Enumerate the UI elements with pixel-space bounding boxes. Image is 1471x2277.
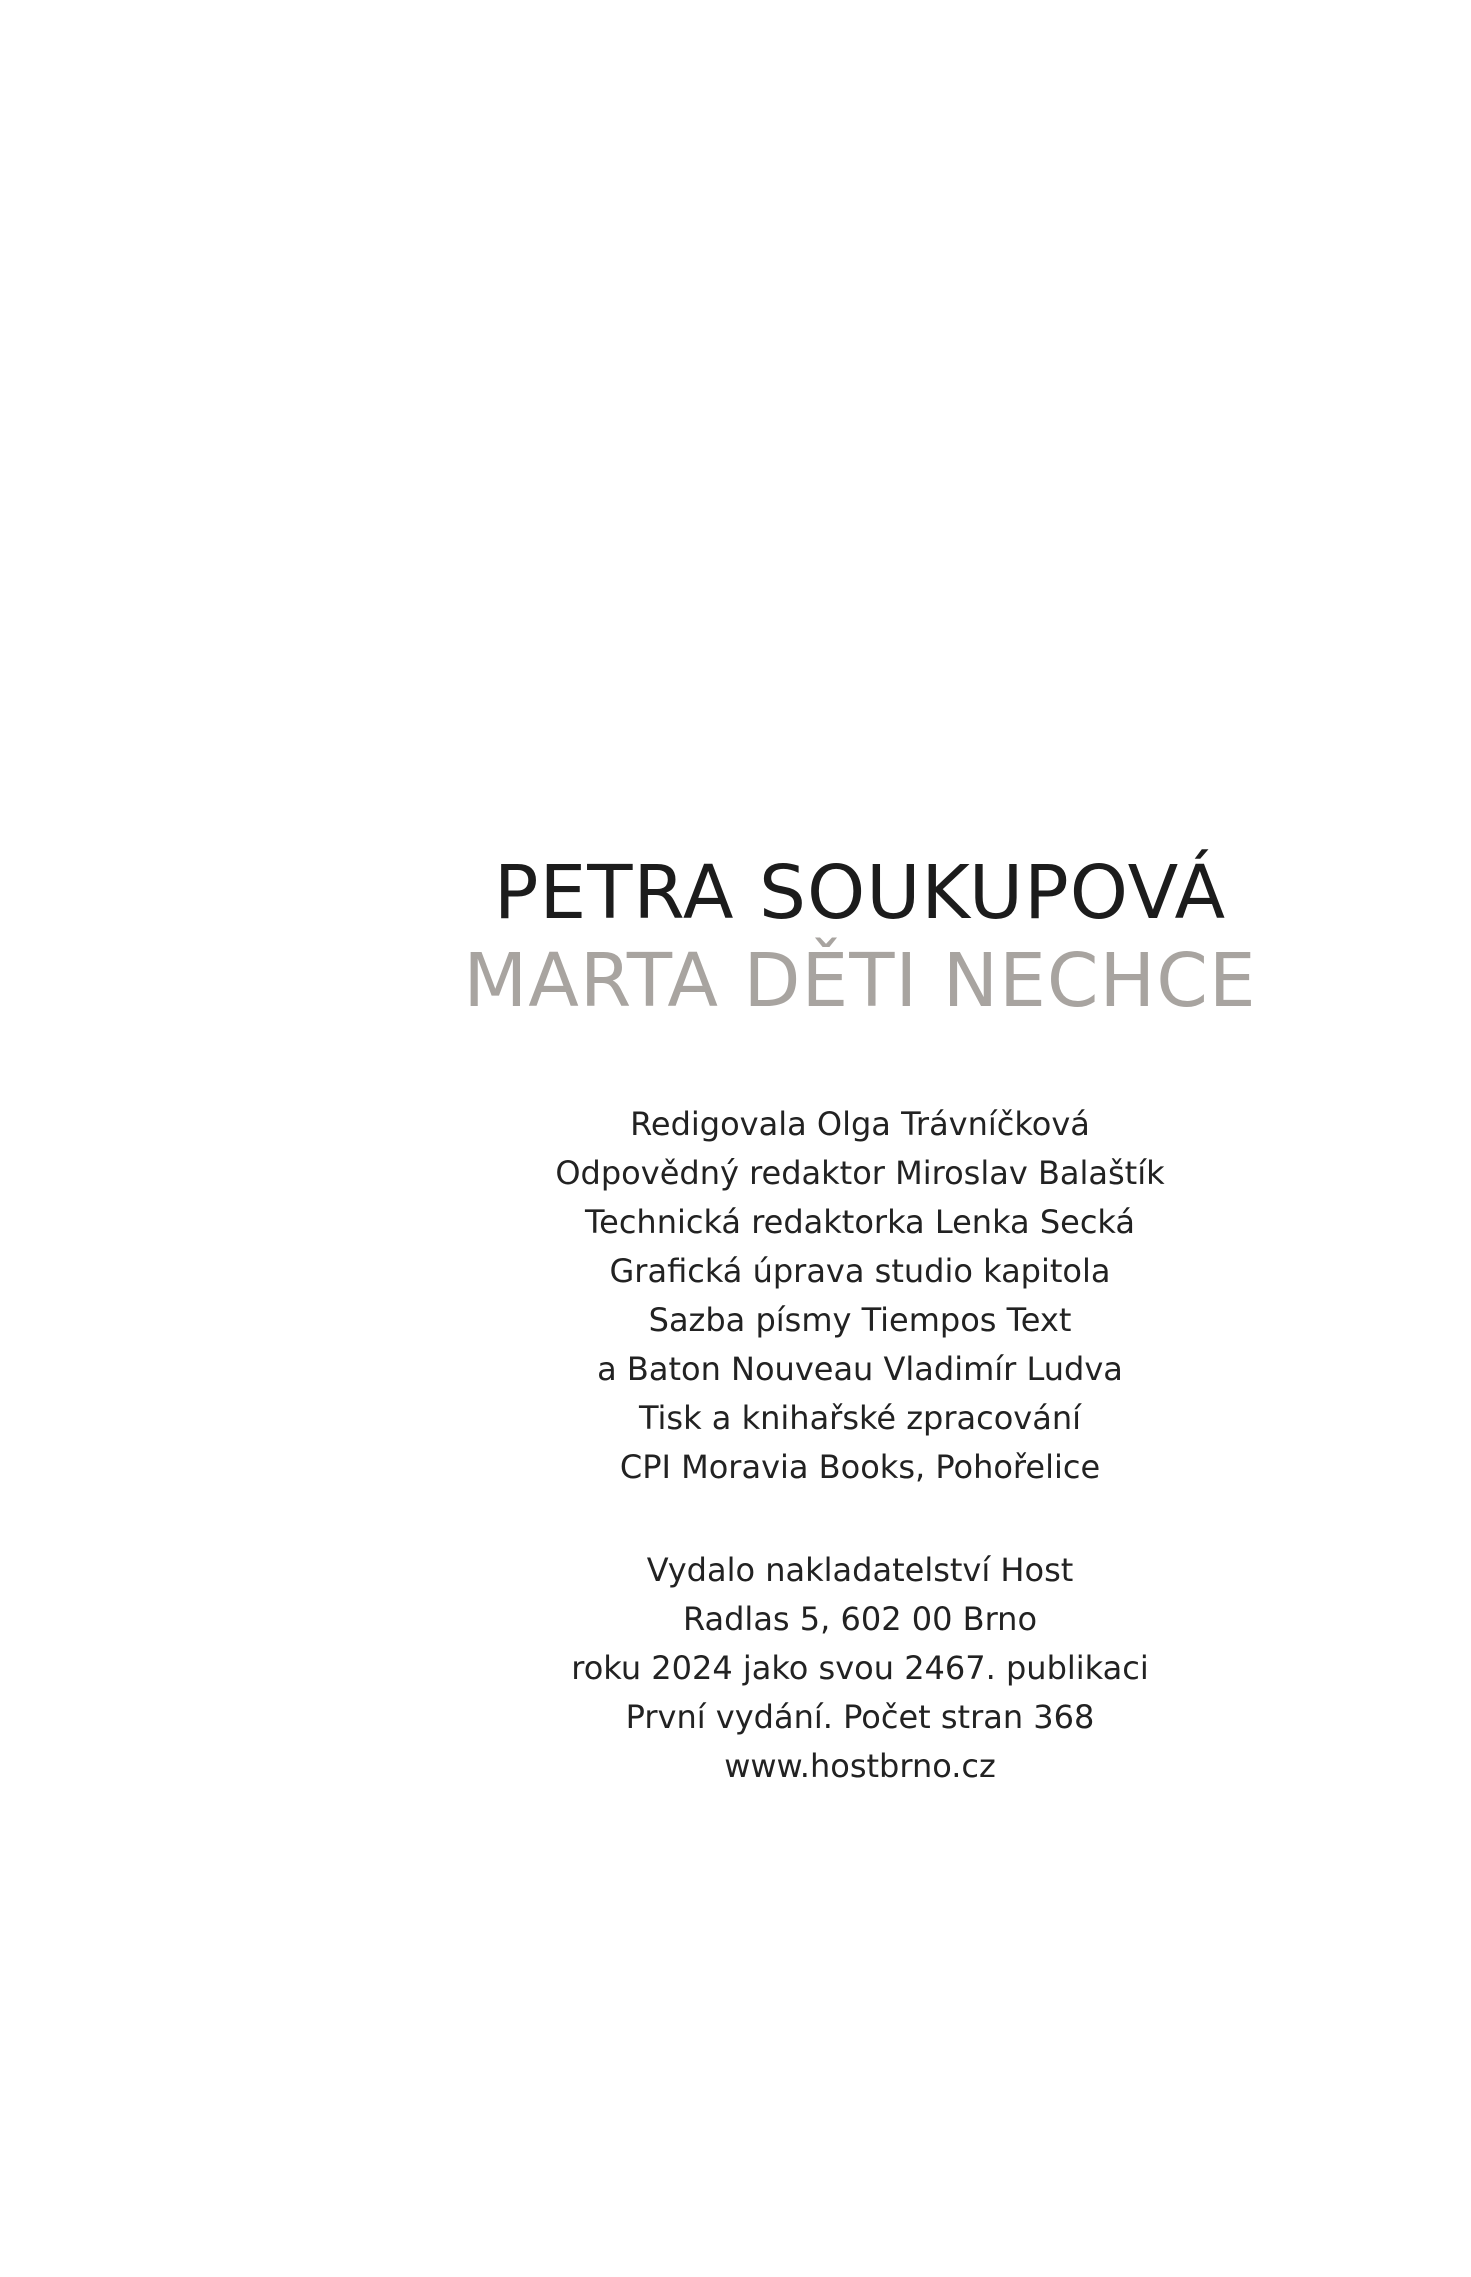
credit-line-responsible-editor: Odpovědný redaktor Miroslav Balaštík [555,1154,1165,1192]
book-title: MARTA DĚTI NECHCE [463,938,1257,1024]
credit-line-editor: Redigovala Olga Trávníčková [630,1105,1090,1143]
credit-line-technical-editor: Technická redaktorka Lenka Secká [585,1203,1135,1241]
credit-line-printer: CPI Moravia Books, Pohořelice [619,1448,1101,1486]
imprint-website: www.hostbrno.cz [724,1747,996,1785]
imprint-address: Radlas 5, 602 00 Brno [682,1600,1038,1638]
title-block [430,850,1290,1024]
author-name: PETRA SOUKUPOVÁ [493,850,1227,936]
imprint [435,1546,1285,1791]
credit-line-graphic-design: Grafická úprava studio kapitola [609,1252,1111,1290]
credit-line-typesetting-cont: a Baton Nouveau Vladimír Ludva [597,1350,1123,1388]
credit-line-printing: Tisk a knihařské zpracování [638,1399,1082,1437]
imprint-publisher: Vydalo nakladatelství Host [646,1551,1074,1589]
credits [435,1100,1285,1492]
credit-line-typesetting: Sazba písmy Tiempos Text [648,1301,1072,1339]
imprint-year: roku 2024 jako svou 2467. publikaci [571,1649,1149,1687]
imprint-edition: První vydání. Počet stran 368 [625,1698,1095,1736]
